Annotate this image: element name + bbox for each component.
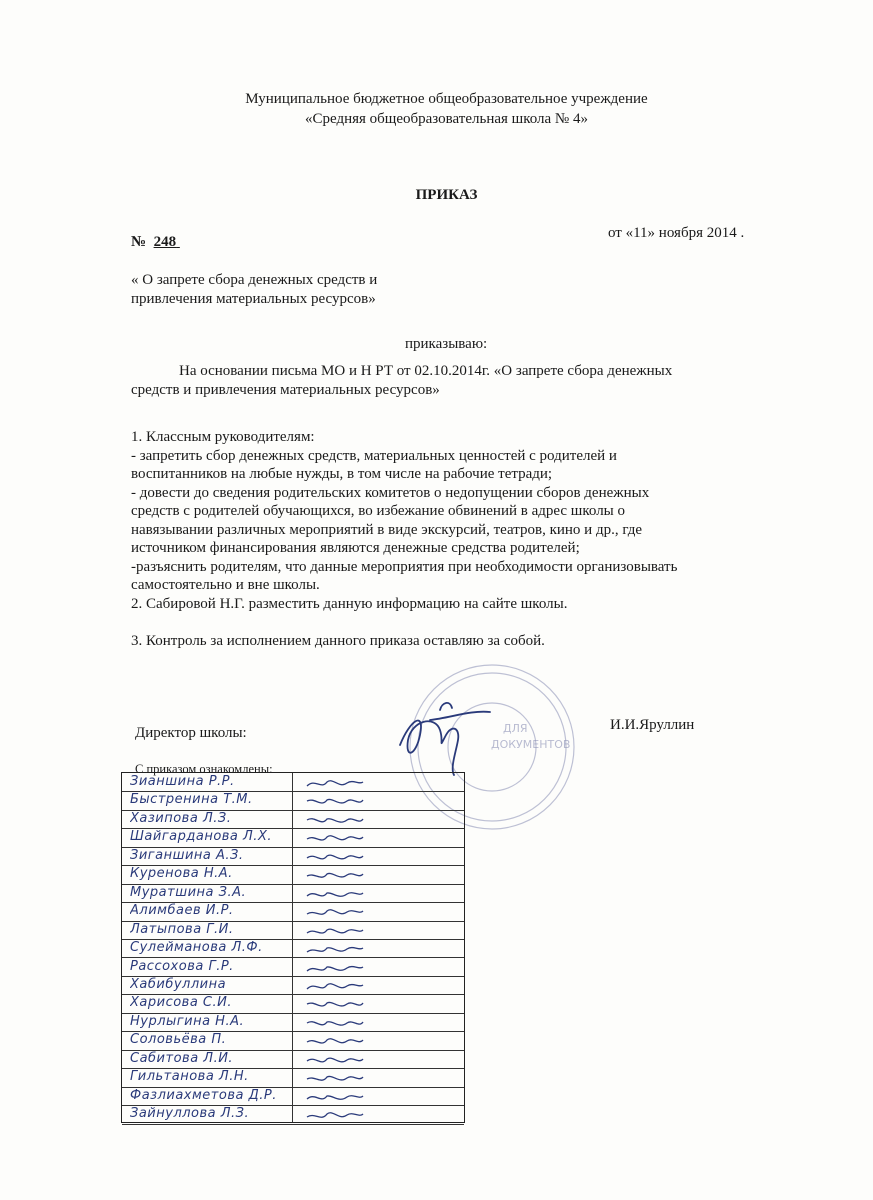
signature-mark bbox=[305, 1016, 365, 1031]
table-row bbox=[122, 773, 464, 792]
signature-mark bbox=[305, 868, 365, 883]
signature-mark bbox=[305, 850, 365, 865]
table-row bbox=[122, 976, 464, 995]
signer-name: Рассохова Г.Р. bbox=[130, 958, 234, 974]
signer-name: Сабитова Л.И. bbox=[130, 1050, 234, 1066]
body-line: воспитанников на любые нужды, в том числе на рабочие тетради; bbox=[131, 466, 553, 482]
acknowledgement-table bbox=[121, 772, 465, 1123]
signature-mark bbox=[305, 997, 365, 1012]
table-row bbox=[122, 921, 464, 940]
body-line: 3. Контроль за исполнением данного приказа оставляю за собой. bbox=[131, 632, 545, 649]
signer-name: Быстренина Т.М. bbox=[130, 792, 253, 808]
signer-name: Гильтанова Л.Н. bbox=[130, 1069, 249, 1085]
signature-mark bbox=[305, 961, 365, 976]
table-row bbox=[122, 1087, 464, 1106]
signer-name: Харисова С.И. bbox=[130, 995, 233, 1011]
signature-mark bbox=[305, 1090, 365, 1105]
signature-mark bbox=[305, 813, 365, 828]
order-verb: приказываю: bbox=[405, 336, 488, 352]
signature-mark bbox=[305, 887, 365, 902]
director-name: И.И.Яруллин bbox=[610, 717, 695, 733]
signer-name: Алимбаев И.Р. bbox=[130, 903, 234, 919]
school-name: «Средняя общеобразовательная школа № 4» bbox=[304, 111, 588, 127]
signature-mark bbox=[305, 776, 365, 791]
signer-name: Соловьёва П. bbox=[130, 1032, 227, 1048]
signer-name: Фазлиахметова Д.Р. bbox=[130, 1087, 277, 1103]
table-row bbox=[122, 810, 464, 829]
body-line: - запретить сбор денежных средств, материальных ценностей с родителей и bbox=[131, 447, 617, 464]
signer-name: Муратшина З.А. bbox=[130, 884, 247, 900]
body-line: навязывании различных мероприятий в виде экскурсий, театров, кино и др., где bbox=[131, 521, 643, 538]
signature-mark bbox=[305, 979, 365, 994]
director-title: Директор школы: bbox=[135, 725, 247, 741]
signature-mark bbox=[305, 1034, 365, 1049]
acknowledgement-label: С приказом ознакомлены: bbox=[135, 762, 273, 776]
signature-mark bbox=[305, 942, 365, 957]
institution-header bbox=[0, 89, 873, 129]
subject-line: привлечения материальных ресурсов» bbox=[131, 291, 376, 307]
signer-name: Сулейманова Л.Ф. bbox=[130, 940, 263, 956]
table-row bbox=[122, 958, 464, 977]
document-title: ПРИКАЗ bbox=[415, 187, 478, 203]
table-row bbox=[122, 1013, 464, 1032]
signature-mark bbox=[305, 924, 365, 939]
signature-mark bbox=[305, 905, 365, 920]
signer-name: Нурлыгина Н.А. bbox=[130, 1013, 245, 1029]
body-line: -разъяснить родителям, что данные мероприятия при необходимости организовывать bbox=[131, 558, 678, 575]
signer-name: Куренова Н.А. bbox=[130, 866, 233, 882]
director-signature bbox=[380, 690, 510, 780]
order-number-label: № bbox=[131, 234, 147, 250]
table-row bbox=[122, 1105, 464, 1124]
body-line: самостоятельно и вне школы. bbox=[131, 577, 320, 593]
table-row bbox=[122, 1031, 464, 1050]
signature-mark bbox=[305, 1071, 365, 1086]
order-date: от «11» ноября 2014 . bbox=[608, 225, 745, 241]
table-row bbox=[122, 847, 464, 866]
table-row bbox=[122, 828, 464, 847]
signature-mark bbox=[305, 831, 365, 846]
signer-name: Зайнуллова Л.З. bbox=[130, 1106, 250, 1122]
table-row bbox=[122, 939, 464, 958]
signer-name: Шайгарданова Л.Х. bbox=[130, 829, 272, 845]
signer-name: Зианшина Р.Р. bbox=[130, 774, 235, 789]
table-row bbox=[122, 1068, 464, 1087]
table-row bbox=[122, 865, 464, 884]
signer-name: Латыпова Г.И. bbox=[130, 921, 234, 937]
order-body bbox=[131, 428, 677, 650]
table-row bbox=[122, 1050, 464, 1069]
signer-name: Хазипова Л.З. bbox=[130, 810, 232, 826]
table-row bbox=[122, 791, 464, 810]
order-number bbox=[131, 233, 180, 252]
body-line: - довести до сведения родительских комитетов о недопущении сборов денежных bbox=[131, 484, 650, 501]
body-line: средств с родителей обучающихся, во избежание обвинений в адрес школы о bbox=[131, 503, 626, 519]
signature-mark bbox=[305, 794, 365, 809]
signature-mark bbox=[305, 1108, 365, 1123]
basis-line: На основании письма МО и Н РТ от 02.10.2014г. «О запрете сбора денежных bbox=[179, 363, 673, 379]
table-row bbox=[122, 902, 464, 921]
basis-line: средств и привлечения материальных ресурсов» bbox=[131, 382, 440, 398]
order-subject bbox=[131, 271, 377, 309]
institution-name: Муниципальное бюджетное общеобразовательное учреждение bbox=[245, 91, 648, 107]
body-line: 2. Сабировой Н.Г. разместить данную информацию на сайте школы. bbox=[131, 595, 568, 612]
body-line: источником финансирования являются денежные средства родителей; bbox=[131, 540, 580, 556]
table-row bbox=[122, 884, 464, 903]
signer-name: Хабибуллина bbox=[130, 976, 227, 992]
table-row bbox=[122, 994, 464, 1013]
body-line: 1. Классным руководителям: bbox=[131, 429, 315, 445]
order-number-value: 248 bbox=[153, 234, 177, 250]
signature-mark bbox=[305, 1053, 365, 1068]
order-basis bbox=[131, 362, 771, 400]
svg-text:ДОКУМЕНТОВ: ДОКУМЕНТОВ bbox=[491, 738, 571, 751]
svg-text:ДЛЯ: ДЛЯ bbox=[503, 722, 528, 735]
body-line bbox=[131, 613, 677, 632]
subject-line: « О запрете сбора денежных средств и bbox=[131, 272, 378, 288]
signer-name: Зиганшина А.З. bbox=[130, 847, 244, 863]
